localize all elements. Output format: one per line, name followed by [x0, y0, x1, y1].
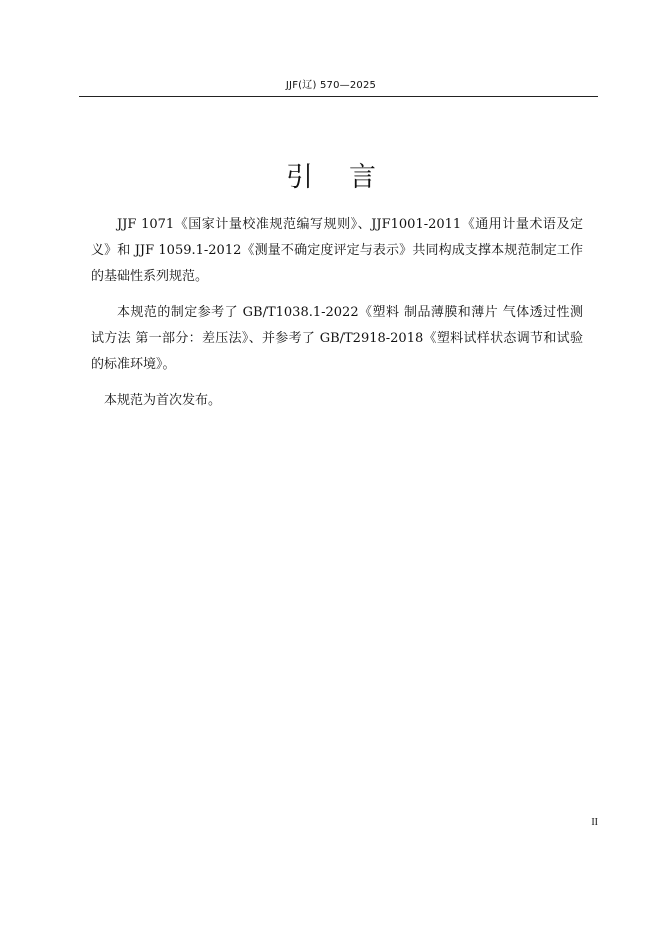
paragraph-reference-standards: 本规范的制定参考了 GB/T1038.1-2022《塑料 制品薄膜和薄片 气体透过性测试方法 第一部分：差压法》、并参考了 GB/T2918-2018《塑料试样状态调节和试验的标准环境》。 [91, 305, 583, 372]
title-char-2: 言 [349, 162, 376, 193]
title-char-1: 引 [286, 162, 313, 193]
paragraph-first-release: 本规范为首次发布。 [104, 393, 222, 408]
page-number: II [591, 817, 598, 828]
paragraph-related-standards: JJF 1071《国家计量校准规范编写规则》、JJF1001-2011《通用计量术语及定义》和 JJF 1059.1-2012《测量不确定度评定与表示》共同构成支撑本规范制定工作的基础性系列规范。 [91, 217, 583, 284]
header-divider [79, 96, 598, 97]
introduction-body [91, 212, 583, 424]
page-title [0, 160, 662, 196]
standard-code-header: JJF(辽) 570—2025 [285, 80, 377, 91]
